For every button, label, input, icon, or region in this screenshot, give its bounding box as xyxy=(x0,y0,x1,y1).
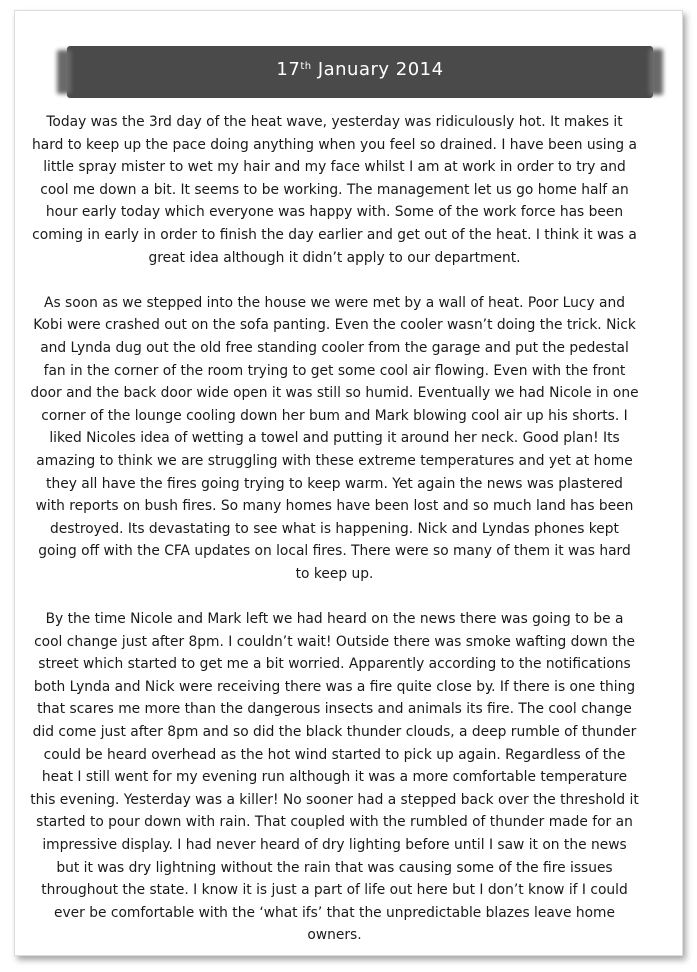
entry-date xyxy=(67,59,653,80)
paragraph-3: By the time Nicole and Mark left we had heard on the news there was going to be a cool change just after 8pm. I couldn’t wait! Outside there was smoke wafting down the street which started to get me a bit worried. Apparently according to the notifications both Lynda and Nick were receiving there was a fire quite close by. If there is one thing that scares me more than the dangerous insects and animals its fire. The cool change did come just after 8pm and so did the black thunder clouds, a deep rumble of thunder could be heard overhead as the hot wind started to pick up again. Regardless of the heat I still went for my evening run although it was a more comfortable temperature this evening. Yesterday was a killer! No sooner had a stepped back over the threshold it started to pour down with rain. That coupled with the rumbled of thunder made for an impressive display. I had never heard of dry lighting before until I saw it on the news but it was dry lightning without the rain that was causing some of the fire issues throughout the state. I know it is just a part of life out here but I don’t know if I could ever be comfortable with the ‘what ifs’ that the unpredictable blazes leave home owners. xyxy=(30,611,639,944)
date-suffix: th xyxy=(300,61,312,72)
date-rest: January 2014 xyxy=(317,59,444,80)
paragraph-2: As soon as we stepped into the house we were met by a wall of heat. Poor Lucy and Kobi were crashed out on the sofa panting. Even the cooler wasn’t doing the trick. Nick and Lynda dug out the old free standing cooler from the garage and put the pedestal fan in the corner of the room trying to get some cool air flowing. Even with the front door and the back door wide open it was still so humid. Eventually we had Nicole in one corner of the lounge cooling down her bum and Mark blowing cool air up his shorts. I liked Nicoles idea of wetting a towel and putting it around her neck. Good plan! Its amazing to think we are struggling with these extreme temperatures and yet at home they all have the fires going trying to keep warm. Yet again the news was plastered with reports on bush fires. So many homes have been lost and so much land has been destroyed. Its devastating to see what is happening. Nick and Lyndas phones kept going off with the CFA updates on local fires. There were so many of them it was hard to keep up. xyxy=(30,294,639,582)
date-banner xyxy=(67,46,653,98)
date-day: 17 xyxy=(276,59,301,80)
paragraph-1: Today was the 3rd day of the heat wave, yesterday was ridiculously hot. It makes it hard to keep up the pace doing anything when you feel so drained. I have been using a little spray mister to wet my hair and my face whilst I am at work in order to try and cool me down a bit. It seems to be working. The management let us go home half an hour early today which everyone was happy with. Some of the work force has been coming in early in order to finish the day earlier and get out of the heat. I think it was a great idea although it didn’t apply to our department. xyxy=(32,114,637,266)
journal-body xyxy=(30,111,639,970)
